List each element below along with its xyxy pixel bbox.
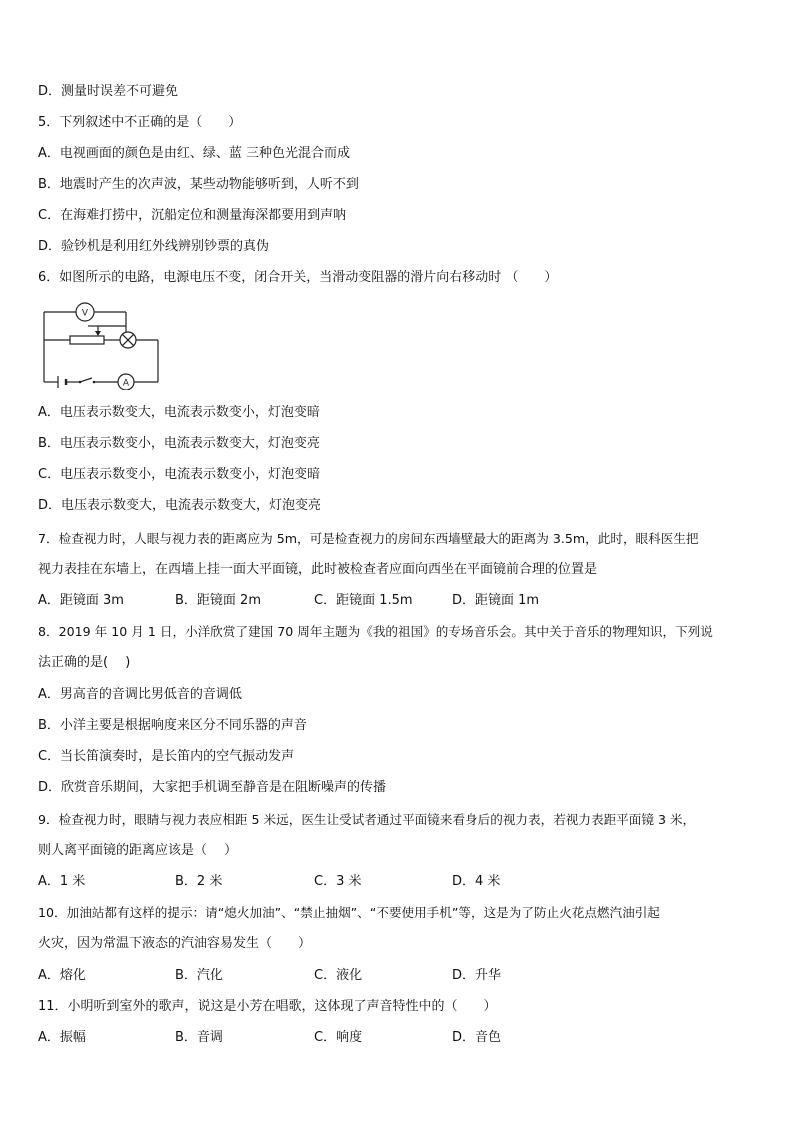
q8-option-d: D．欣赏音乐期间，大家把手机调至静音是在阻断噪声的传播 [38, 780, 387, 795]
q8-stem-line2: 法正确的是( ) [38, 655, 131, 670]
q7-option-a: A．距镜面 3m [38, 593, 124, 608]
q10-stem-line1: 10．加油站都有这样的提示：请“熄火加油”、“禁止抽烟”、“不要使用手机”等，这是为了防止火花点燃汽油引起 [38, 905, 660, 920]
q4-option-d: D．测量时误差不可避免 [38, 84, 179, 99]
q11-option-c: C．响度 [314, 1030, 363, 1045]
q10-option-d: D．升华 [452, 968, 502, 983]
q7-option-d: D．距镜面 1m [452, 593, 540, 608]
q8-stem-line1: 8．2019 年 10 月 1 日，小洋欣赏了建国 70 周年主题为《我的祖国》的专场音乐会。其中关于音乐的物理知识，下列说 [38, 624, 713, 639]
voltmeter-label: V [81, 308, 89, 319]
q11-option-a: A．振幅 [38, 1030, 86, 1045]
q10-stem-line2: 火灾，因为常温下液态的汽油容易发生（ ） [38, 936, 312, 951]
q9-option-a: A．1 米 [38, 874, 86, 889]
battery-symbol [58, 376, 66, 388]
q9-stem-line1: 9．检查视力时，眼睛与视力表应相距 5 米远，医生让受试者通过平面镜来看身后的视力表，若视力表距平面镜 3 米， [38, 812, 696, 827]
q5-option-b: B．地震时产生的次声波，某些动物能够听到，人听不到 [38, 177, 359, 192]
q5-stem: 5．下列叙述中不正确的是（ ） [38, 115, 242, 130]
q6-option-b: B．电压表示数变小，电流表示数变大，灯泡变亮 [38, 436, 320, 451]
slider-arrowhead [95, 331, 101, 336]
q11-option-b: B．音调 [175, 1030, 223, 1045]
q9-option-d: D．4 米 [452, 874, 501, 889]
q11-stem: 11．小明听到室外的歌声，说这是小芳在唱歌，这体现了声音特性中的（ ） [38, 999, 497, 1014]
q8-option-c: C．当长笛演奏时，是长笛内的空气振动发声 [38, 749, 295, 764]
switch-contact [79, 381, 82, 384]
q6-option-d: D．电压表示数变大，电流表示数变大，灯泡变亮 [38, 498, 322, 513]
circuit-diagram [40, 298, 170, 390]
q5-option-a: A．电视画面的颜色是由红、绿、蓝 三种色光混合而成 [38, 146, 351, 161]
q8-option-b: B．小洋主要是根据响度来区分不同乐器的声音 [38, 718, 307, 733]
q9-option-b: B．2 米 [175, 874, 223, 889]
q11-option-d: D．音色 [452, 1030, 502, 1045]
ammeter-label: A [122, 378, 130, 389]
lamp-symbol [120, 332, 136, 348]
q7-stem-line2: 视力表挂在东墙上，在西墙上挂一面大平面镜，此时被检查者应面向西坐在平面镜前合理的位置是 [38, 562, 598, 577]
switch-contact [93, 381, 96, 384]
q8-option-a: A．男高音的音调比男低音的音调低 [38, 687, 242, 702]
q5-option-c: C．在海难打捞中，沉船定位和测量海深都要用到声呐 [38, 208, 347, 223]
q5-option-d: D．验钞机是利用红外线辨别钞票的真伪 [38, 239, 270, 254]
q10-option-c: C．液化 [314, 968, 363, 983]
q6-option-a: A．电压表示数变大，电流表示数变小，灯泡变暗 [38, 405, 320, 420]
q6-option-c: C．电压表示数变小，电流表示数变小，灯泡变暗 [38, 467, 321, 482]
q10-option-a: A．熔化 [38, 968, 86, 983]
q7-option-c: C．距镜面 1.5m [314, 593, 413, 608]
q9-stem-line2: 则人离平面镜的距离应该是（ ） [38, 843, 238, 858]
q7-option-b: B．距镜面 2m [175, 593, 261, 608]
q6-stem: 6．如图所示的电路，电源电压不变，闭合开关，当滑动变阻器的滑片向右移动时 （ ） [38, 270, 558, 285]
q10-option-b: B．汽化 [175, 968, 223, 983]
q9-option-c: C．3 米 [314, 874, 362, 889]
q7-stem-line1: 7．检查视力时，人眼与视力表的距离应为 5m，可是检查视力的房间东西墙壁最大的距离为 3.5m，此时，眼科医生把 [38, 531, 699, 546]
